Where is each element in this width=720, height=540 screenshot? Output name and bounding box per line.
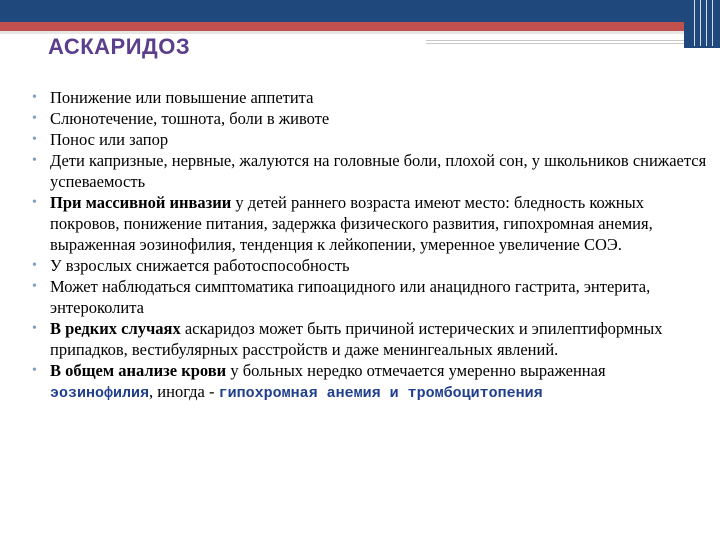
bullet-icon: •: [32, 111, 37, 126]
list-item: • У взрослых снижается работоспособность: [32, 256, 350, 275]
highlight-anemia: гипохромная анемия и тромбоцитопения: [218, 385, 543, 402]
bullet-icon: •: [32, 279, 37, 294]
bullet-group-3: [30, 276, 710, 360]
title-rule-2: [426, 43, 684, 44]
list-item: • Дети капризные, нервные, жалуются на головные боли, плохой сон, у школьников снижается успеваемость: [32, 151, 707, 191]
header-decoration: [0, 0, 720, 36]
bullet-icon: •: [32, 363, 37, 378]
list-item: • Может наблюдаться симптоматика гипоацидного или анацидного гастрита, энтерита, энтероколита: [32, 277, 651, 317]
bullet-icon: •: [32, 258, 37, 273]
header-blue-bar: [0, 0, 720, 22]
title-rule: [426, 40, 684, 41]
bullet-icon: •: [32, 153, 37, 168]
list-item: • Слюнотечение, тошнота, боли в животе: [32, 109, 330, 128]
slide-title: АСКАРИДОЗ: [48, 34, 191, 59]
list-item: • Понос или запор: [32, 130, 169, 149]
list-item: • Понижение или повышение аппетита: [32, 88, 314, 107]
bullet-icon: •: [32, 195, 37, 210]
bullet-icon: •: [32, 132, 37, 147]
list-item: • В общем анализе крови у больных нередко отмечается умеренно выраженная эозинофилия, иногда - гипохромная анемия и тромбоцитопения: [32, 361, 606, 402]
list-item: • В редких случаях аскаридоз может быть причиной истерических и эпилептиформных припадков, вестибулярных расстройств и даже менингеальных явлений.: [32, 319, 663, 359]
bullet-group-4: [30, 360, 710, 404]
bullet-group-2: [30, 150, 710, 276]
bullet-icon: •: [32, 321, 37, 336]
header-red-bar: [0, 22, 720, 31]
highlight-eosinophilia: эозинофилия: [50, 385, 150, 402]
bullet-group-1: [30, 87, 710, 150]
slide-content: [30, 87, 710, 404]
bullet-icon: •: [32, 90, 37, 105]
corner-lines: [690, 0, 720, 46]
list-item: • При массивной инвазии у детей раннего возраста имеют место: бледность кожных покровов, понижение питания, задержка физического развития, гипохромная анемия, выраженная эозинофилия, тенденция к лейкопении, умеренное увеличение СОЭ.: [32, 193, 653, 254]
